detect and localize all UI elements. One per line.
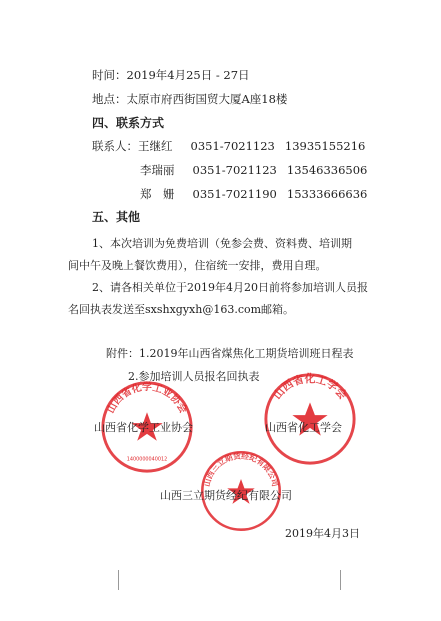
contact-prefix: 联系人： — [92, 139, 138, 153]
contact-name: 郑 姗 — [140, 187, 175, 201]
contact-name: 王继红 — [138, 139, 173, 153]
attachment-item-2: 2.参加培训人员报名回执表 — [128, 370, 260, 383]
contact-mobile: 13546336506 — [286, 163, 368, 177]
organizer-left: 山西省化学工业协会 — [94, 421, 193, 434]
seal-center-text: 山西三立期货经纪有限公司 — [202, 451, 280, 488]
organizer-right: 山西省化工学会 — [265, 421, 342, 434]
contact-row-1 — [92, 139, 365, 153]
svg-text:山西省化工学会 — [271, 372, 350, 402]
crop-mark-right — [340, 570, 349, 590]
other-item2-line1: 2、请各相关单位于2019年4月20日前将参加培训人员报 — [92, 281, 368, 294]
other-heading: 五、其他 — [92, 210, 141, 224]
contact-phone: 0351-7021123 — [190, 139, 275, 153]
contact-name: 李瑞丽 — [140, 163, 175, 177]
attachment-line-1 — [106, 347, 354, 361]
contact-phone: 0351-7021123 — [192, 163, 277, 177]
contact-row-2 — [140, 163, 367, 177]
contact-mobile: 13935155216 — [284, 139, 366, 153]
time-line: 时间：2019年4月25日 - 27日 — [92, 68, 250, 82]
contact-heading: 四、联系方式 — [92, 116, 165, 130]
place-line: 地点：太原市府西街国贸大厦A座18楼 — [92, 92, 288, 106]
other-item2-line2: 名回执表发送至sxshxgyxh@163.com邮箱。 — [68, 303, 295, 316]
crop-mark-left — [118, 570, 127, 590]
contact-row-3 — [140, 187, 367, 201]
document-date: 2019年4月3日 — [285, 527, 360, 540]
contact-mobile: 15333666636 — [286, 187, 368, 201]
organizer-center: 山西三立期货经纪有限公司 — [160, 489, 292, 502]
contact-phone: 0351-7021190 — [192, 187, 277, 201]
attachment-label: 附件： — [106, 347, 139, 360]
svg-text:山西省化学工业协会 — [104, 380, 190, 415]
seal-right-text: 山西省化工学会 — [270, 372, 350, 402]
seal-left-text: 山西省化学工业协会 — [105, 382, 189, 416]
attachment-item-1: 1.2019年山西省煤焦化工期货培训班日程表 — [139, 347, 354, 360]
other-item1-line2: 间中午及晚上餐饮费用），住宿统一安排，费用自理。 — [68, 259, 327, 272]
other-item1-line1: 1、本次培训为免费培训（免参会费、资料费、培训期 — [92, 237, 352, 250]
seal-left-code: 1400000040012 — [126, 456, 168, 463]
